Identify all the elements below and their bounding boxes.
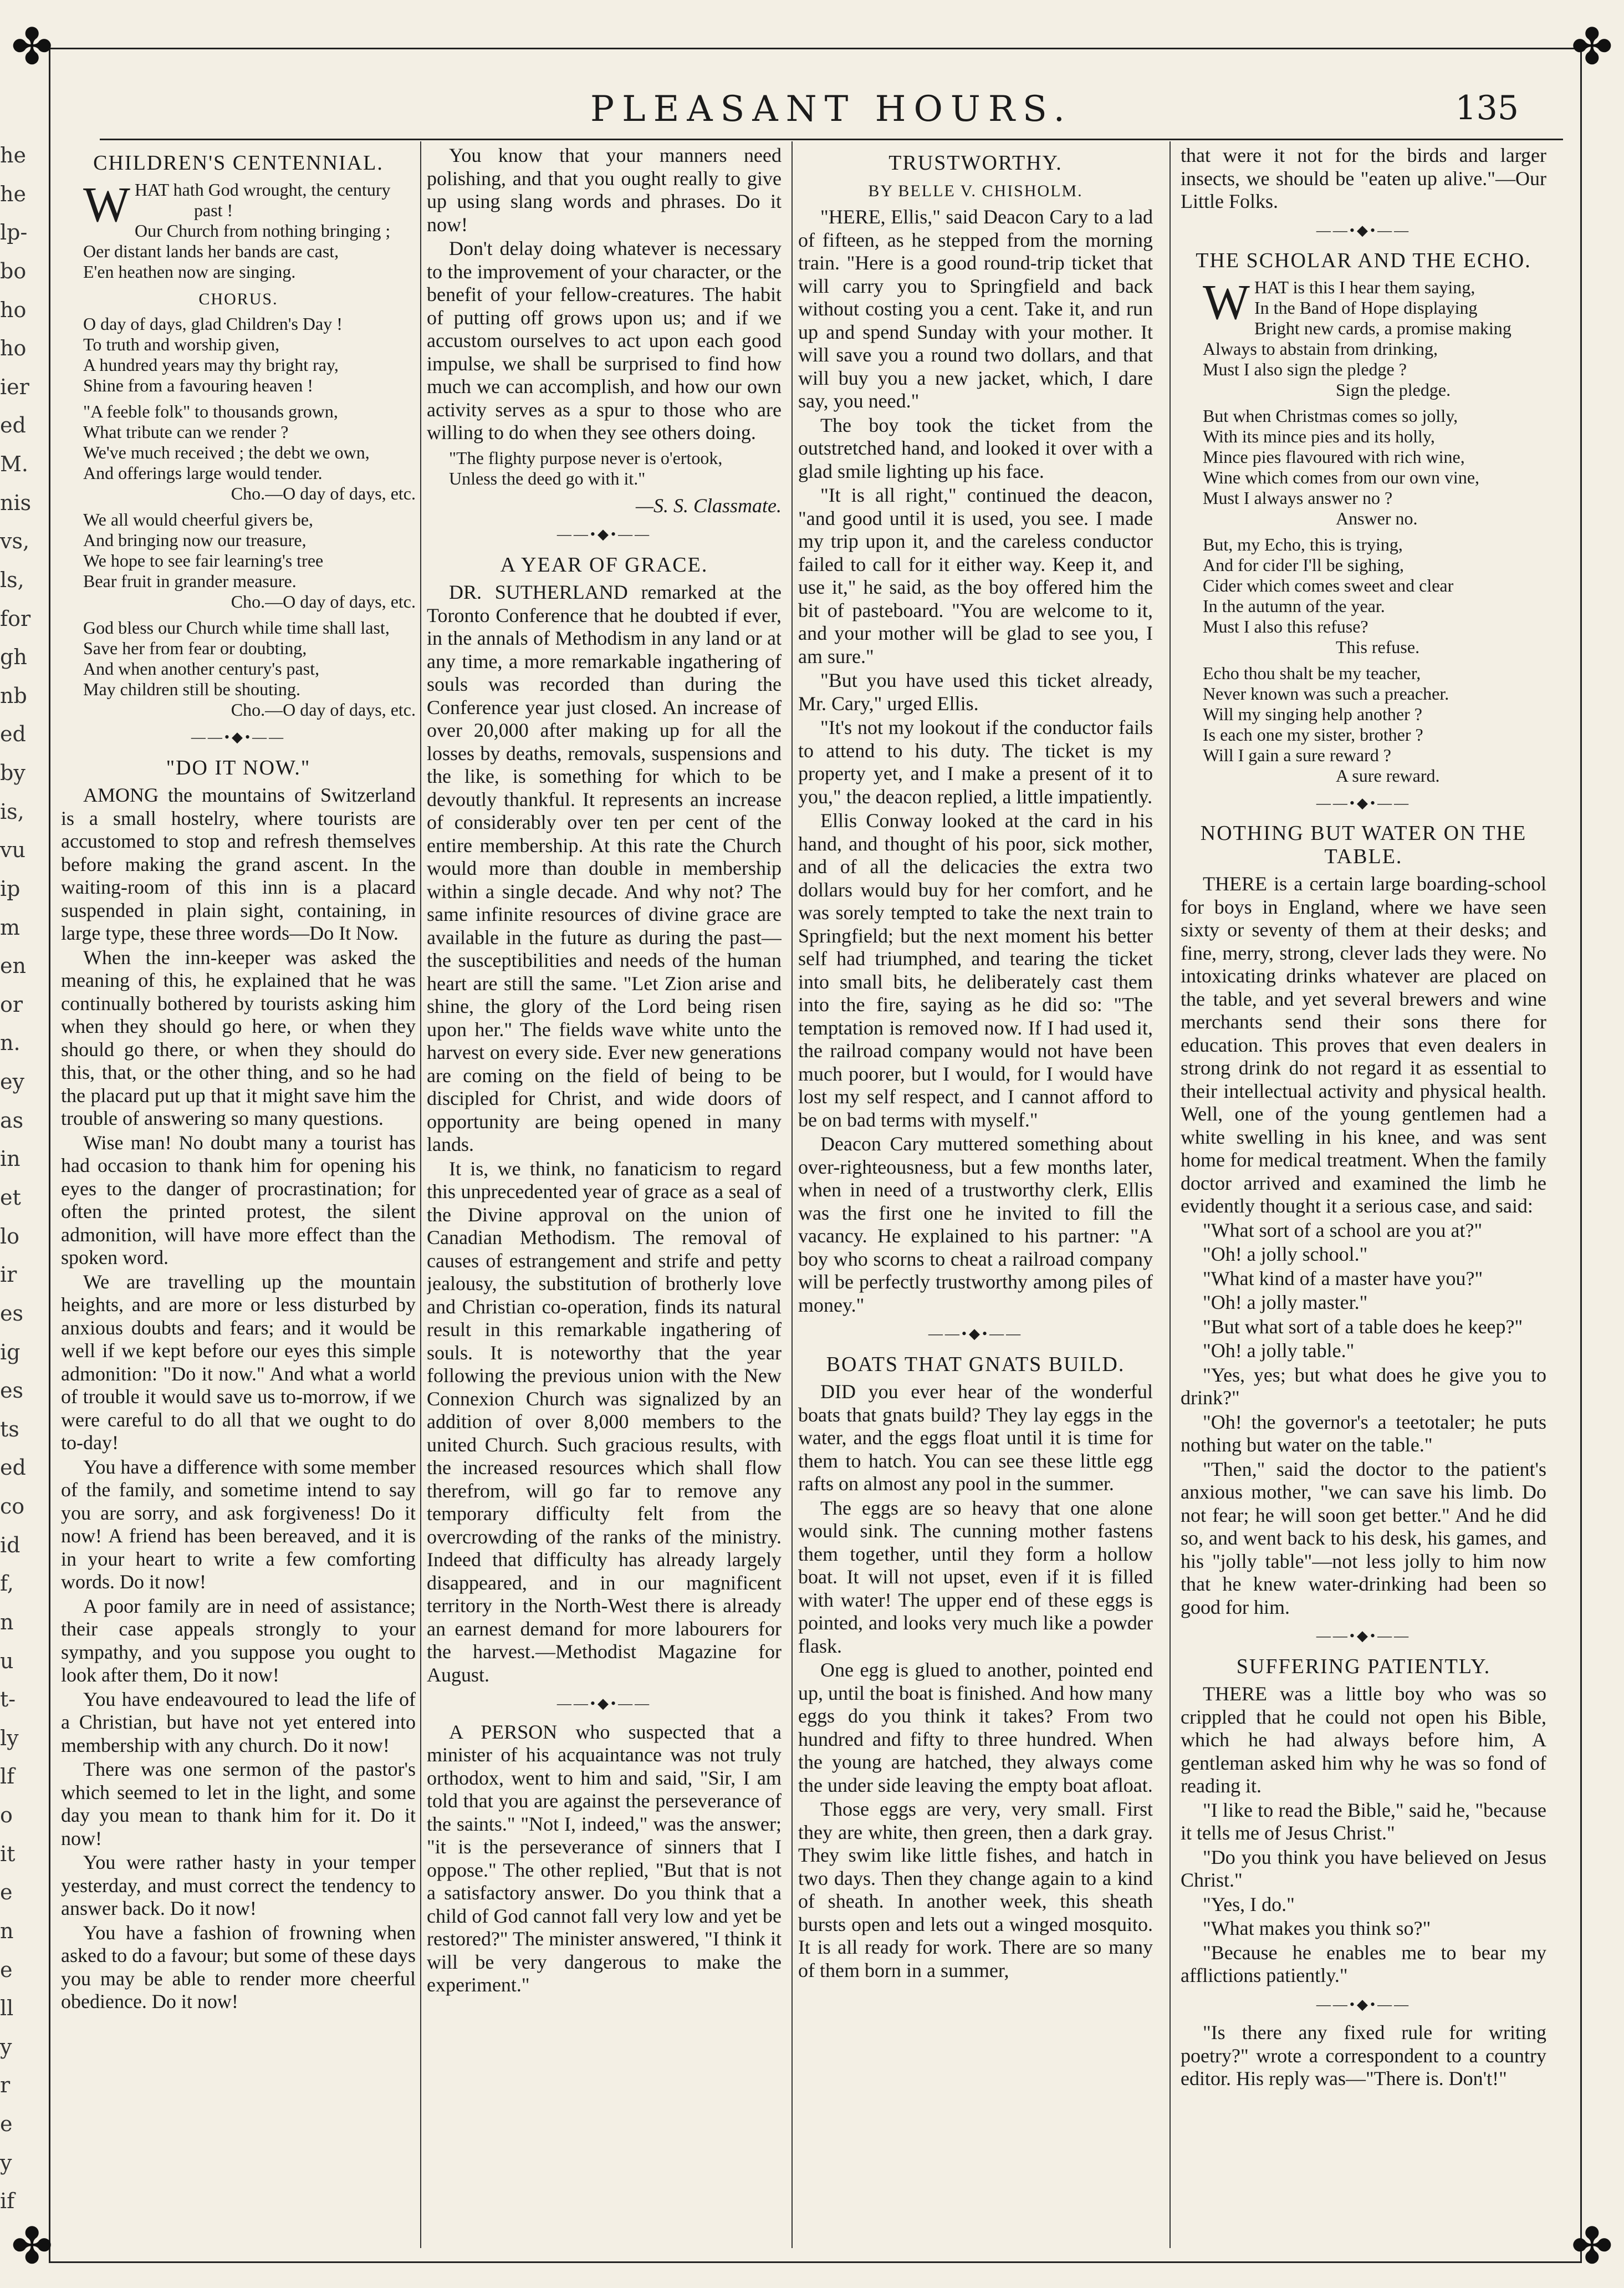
margin-fragment: gh <box>0 645 27 669</box>
paragraph: "Do you think you have believed on Jesus Christ." <box>1181 1846 1546 1891</box>
verse-line: God bless our Church while time shall last, <box>83 618 390 638</box>
verse-line: But, my Echo, this is trying, <box>1203 534 1403 554</box>
quote-line: "The flighty purpose never is o'ertook, <box>449 447 723 468</box>
margin-fragment: ly <box>0 1726 19 1750</box>
verse-line: Sign the pledge. <box>1336 379 1451 400</box>
verse-line: A hundred years may thy bright ray, <box>83 355 339 375</box>
poem-verse <box>83 314 416 396</box>
verse-line: E'en heathen now are singing. <box>83 261 296 282</box>
article-title-year-of-grace: A YEAR OF GRACE. <box>500 553 708 577</box>
paragraph: You know that your manners need polishing, and that you ought really to give up using slang words and phrases. Do it now! <box>427 144 782 236</box>
drop-cap: W <box>83 177 130 232</box>
verse-line: Our Church from nothing bringing ; <box>134 220 391 241</box>
paragraph: THERE is a certain large boarding-school for boys in England, where we have seen sixty or seventy of them at their desks; and fine, merry, strong, clever lads they were. No intoxicating drinks whatever are placed on the table, and yet several brewers and wine merchants send their sons there for education. This proves that even dealers in strong drink do not regard it as essential to their intellectual activity and physical health. Well, one of the young gentlemen had a white swelling in his knee, and was sent home for medical treatment. When the family doctor arrived and examined the limb he evidently thought it a serious case, and said: <box>1181 873 1546 1217</box>
margin-fragment: n <box>0 1610 14 1634</box>
corner-ornament-icon: ✤ <box>11 18 53 76</box>
paragraph: It is, we think, no fanaticism to regard this unprecedented year of grace as a seal of the Divine approval on the union of Canadian Methodism. The removal of causes of estrangement and strife and petty jealousy, the substitution of brotherly love and Christian co-operation, finds its natural result in this remarkable ingathering of souls. It is noteworthy that the year following the previous union with the New Connexion Church was signalized by an addition of over 8,000 members to the united Church. Such gracious results, with the increased resources which shall flow therefrom, will go far to remove any temporary difficulty felt from the overcrowding of the ranks of the ministry. Indeed that difficulty has already largely disappeared, and in our magnificent territory in the North-West there is already an earnest demand for more labourers for the harvest.—Methodist Magazine for August. <box>427 1157 782 1686</box>
margin-fragment: for <box>0 607 31 631</box>
verse-line: Cho.—O day of days, etc. <box>231 483 416 503</box>
margin-fragment: nb <box>0 684 27 708</box>
verse-line: May children still be shouting. <box>83 679 300 699</box>
verse-line: Cider which comes sweet and clear <box>1203 575 1454 595</box>
paragraph: A poor family are in need of assistance; their case appeals strongly to your sympathy, and you suppose you ought to look after them, Do it now! <box>61 1594 416 1686</box>
margin-fragment: ig <box>0 1340 21 1364</box>
section-separator: ——•◆•—— <box>1316 1628 1411 1644</box>
paragraph: "What sort of a school are you at?" <box>1203 1219 1483 1241</box>
column-2 <box>427 144 782 2251</box>
verse-line: Must I also this refuse? <box>1203 616 1368 636</box>
verse-line: Always to abstain from drinking, <box>1203 338 1438 359</box>
section-separator: ——•◆•—— <box>1316 794 1411 811</box>
verse-line: We've much received ; the debt we own, <box>83 442 370 462</box>
column-3 <box>798 144 1153 2251</box>
margin-fragment: es <box>0 1378 23 1403</box>
drop-cap: W <box>1203 274 1250 330</box>
corner-ornament-icon: ✤ <box>1571 18 1613 76</box>
verse-line: past ! <box>194 200 233 220</box>
poem-verse <box>1203 663 1546 786</box>
paragraph: Don't delay doing whatever is necessary to the improvement of your character, or the benefit of your fellow-creatures. The habit of putting off grows upon us; and if we accustom ourselves to act upon each good impulse, we shall be surprised to find how much we can accomplish, and how our own activity serves as a spur to those who are willing to do when they see others doing. <box>427 237 782 444</box>
column-4 <box>1181 144 1546 2251</box>
verse-line: Cho.—O day of days, etc. <box>231 700 416 720</box>
verse-line: But when Christmas comes so jolly, <box>1203 405 1458 426</box>
paragraph: "But you have used this ticket already, Mr. Cary," urged Ellis. <box>798 669 1153 715</box>
margin-fragment: ier <box>0 375 29 399</box>
margin-fragment: ed <box>0 722 26 746</box>
verse-line: And for cider I'll be sighing, <box>1203 554 1405 575</box>
paragraph: You have endeavoured to lead the life of a Christian, but have not yet entered into membership with any church. Do it now! <box>61 1688 416 1756</box>
quotation <box>449 448 782 489</box>
verse-line: Must I always answer no ? <box>1203 487 1393 508</box>
margin-fragment: nis <box>0 491 32 515</box>
verse-line: What tribute can we render ? <box>83 422 289 442</box>
margin-fragment: e <box>0 1958 13 1982</box>
margin-fragment: by <box>0 761 25 785</box>
verse-line: Never known was such a preacher. <box>1203 683 1449 704</box>
page-title: PLEASANT HOURS. <box>590 89 1073 130</box>
margin-fragment: o <box>0 1803 13 1827</box>
margin-fragment: he <box>0 182 26 206</box>
paragraph: The boy took the ticket from the outstretched hand, and looked it over with a glad smile lighting up his face. <box>798 414 1153 482</box>
margin-fragment: e <box>0 2112 13 2136</box>
margin-fragment: as <box>0 1108 24 1133</box>
section-separator: ——•◆•—— <box>191 729 286 745</box>
margin-fragment: ho <box>0 298 27 322</box>
page-header <box>100 83 1563 140</box>
paragraph: You have a difference with some member of the family, and sometime intend to say you are sorry, and ask forgiveness! Do it now! A friend has been bereaved, and it is in your heart to write a few comforting words. Do it now! <box>61 1455 416 1593</box>
margin-fragment: n <box>0 1919 14 1943</box>
margin-fragment: ts <box>0 1417 19 1441</box>
margin-fragment: ip <box>0 877 21 901</box>
verse-line: Echo thou shalt be my teacher, <box>1203 663 1421 683</box>
margin-fragment: ed <box>0 413 26 437</box>
poem-verse <box>83 177 416 282</box>
paragraph: "What makes you think so?" <box>1203 1917 1431 1939</box>
margin-fragment: lo <box>0 1224 20 1249</box>
verse-line: Cho.—O day of days, etc. <box>231 592 416 612</box>
paragraph: Those eggs are very, very small. First they are white, then green, then a dark gray. They swim like little fishes, and hatch in two days. Then they change again to a kind of sheath. In another week, this sheath bursts open and lets out a winged mosquito. It is all ready for work. There are so many of them born in a summer, <box>798 1798 1153 1981</box>
margin-fragment: es <box>0 1301 23 1326</box>
margin-fragment: M. <box>0 452 28 476</box>
section-separator: ——•◆•—— <box>1316 222 1411 238</box>
margin-fragment: lp- <box>0 220 28 244</box>
verse-line: We all would cheerful givers be, <box>83 509 314 529</box>
paragraph: You were rather hasty in your temper yesterday, and must correct the tendency to answer back. Do it now! <box>61 1851 416 1919</box>
paragraph: "I like to read the Bible," said he, "because it tells me of Jesus Christ." <box>1181 1798 1546 1844</box>
verse-line: Shine from a favouring heaven ! <box>83 375 313 395</box>
margin-fragment: y <box>0 2035 12 2059</box>
section-separator: ——•◆•—— <box>928 1326 1023 1342</box>
paragraph: You have a fashion of frowning when asked to do a favour; but some of these days you may be able to render more cheerful obedience. Do it now! <box>61 1921 416 2012</box>
paragraph: "What kind of a master have you?" <box>1203 1267 1483 1290</box>
column-divider <box>1170 141 1171 2248</box>
paragraph: "Oh! a jolly school." <box>1203 1243 1368 1265</box>
margin-fragment: in <box>0 1146 21 1171</box>
page-number: 135 <box>1455 89 1519 128</box>
margin-fragment: vu <box>0 838 25 862</box>
chorus-label: CHORUS. <box>198 289 278 308</box>
margin-fragment: m <box>0 915 21 940</box>
article-title-boats-gnats: BOATS THAT GNATS BUILD. <box>826 1352 1125 1376</box>
paragraph: "But what sort of a table does he keep?" <box>1203 1315 1523 1338</box>
margin-fragment: is, <box>0 799 24 824</box>
margin-fragment: ir <box>0 1262 17 1287</box>
verse-line: Bright new cards, a promise making <box>1254 318 1511 338</box>
margin-fragment: bo <box>0 259 27 283</box>
article-title-nothing-but-water: NOTHING BUT WATER ON THE TABLE. <box>1200 822 1527 868</box>
paragraph: There was one sermon of the pastor's which seemed to let in the light, and some day you mean to thank him for it. Do it now! <box>61 1758 416 1849</box>
verse-line: Is each one my sister, brother ? <box>1203 724 1423 745</box>
column-divider <box>791 141 793 2248</box>
paragraph: One egg is glued to another, pointed end up, until the boat is finished. And how many eggs do you think it takes? From two hundred and fifty to three hundred. When the young are hatched, they always come the under side leaving the empty boat afloat. <box>798 1659 1153 1796</box>
paragraph: "It is all right," continued the deacon, "and good until it is used, you see. I made my trip upon it, and the careless conductor failed to call for it either way. Keep it, and use it," he said, as the boy offered him the bit of pasteboard. "You are welcome to it, and your mother will be glad to see you, I am sure." <box>798 484 1153 667</box>
verse-line: O day of days, glad Children's Day ! <box>83 314 343 334</box>
paragraph: We are travelling up the mountain heights, and are more or less disturbed by anxious doubts and fears; and it would be well if we kept before our eyes this simple admonition: "Do it now." And what a world of trouble it would save us to-morrow, if we were careful to do all that we ought to do to-day! <box>61 1270 416 1454</box>
poem-verse <box>1203 274 1546 400</box>
column-divider <box>420 141 421 2248</box>
section-separator: ——•◆•—— <box>556 1695 652 1711</box>
paragraph: DR. SUTHERLAND remarked at the Toronto Conference that he doubted if ever, in the annals of Methodism in any land or at any time, a more remarkable ingathering of souls was recorded than during the Conference year just closed. An increase of over 20,000 after making up for all the losses by deaths, removals, suspensions and the like, is something for which to be devoutly thankful. It represents an increase of considerably over ten per cent of the entire membership. At this rate the Church would more than double in membership within a single decade. And why not? The same infinite resources of divine grace are available in the future as during the past—the susceptibilities and needs of the human heart are still the same. "Let Zion arise and shine, the glory of the Lord being risen upon her." The fields wave white unto the harvest on every side. Ever new generations are coming on the field of being to be discipled for Christ, and wide doors of opportunity are being opened in many lands. <box>427 581 782 1155</box>
paragraph: "Oh! a jolly table." <box>1203 1339 1355 1362</box>
poem-verse <box>83 509 416 612</box>
byline: BY BELLE V. CHISHOLM. <box>868 181 1083 200</box>
margin-fragment: ed <box>0 1455 26 1480</box>
margin-fragment: if <box>0 2189 15 2213</box>
margin-fragment: et <box>0 1185 21 1210</box>
corner-ornament-icon: ✤ <box>11 2217 53 2275</box>
paragraph: "Then," said the doctor to the patient's anxious mother, "we can save his limb. Do not fear; he will soon get better." And he did so, and went back to his desk, his games, and his "jolly table"—not less jolly to him now that he knew water-drinking had been so good for him. <box>1181 1458 1546 1618</box>
article-title-trustworthy: TRUSTWORTHY. <box>888 151 1063 175</box>
margin-fragment: id <box>0 1533 21 1557</box>
paragraph: "Because he enables me to bear my afflictions patiently." <box>1181 1941 1546 1986</box>
paragraph: "Is there any fixed rule for writing poetry?" wrote a correspondent to a country editor. His reply was—"There is. Don't!" <box>1181 2021 1546 2090</box>
margin-fragment: ls, <box>0 568 24 592</box>
paragraph: The eggs are so heavy that one alone would sink. The cunning mother fastens them together, until they form a hollow boat. It will not upset, even if it is filled with water! The upper end of these eggs is pointed, and looks very much like a powder flask. <box>798 1496 1153 1657</box>
verse-line: In the Band of Hope displaying <box>1254 297 1478 318</box>
margin-fragment: ll <box>0 1996 14 2020</box>
paragraph: that were it not for the birds and larger insects, we should be "eaten up alive."—Our Little Folks. <box>1181 144 1546 212</box>
paragraph: A PERSON who suspected that a minister of his acquaintance was not truly orthodox, went to him and said, "Sir, I am told that you are against the perseverance of the saints." "Not I, indeed," was the answer; "it is the perseverance of sinners that I oppose." The other replied, "But that is not a satisfactory answer. Do you think that a child of God cannot fall very low and yet be restored?" The minister answered, "I think it will be very dangerous to make the experiment." <box>427 1720 782 1996</box>
margin-fragment: or <box>0 992 23 1017</box>
poem-verse <box>1203 534 1546 658</box>
verse-line: Answer no. <box>1336 508 1418 528</box>
margin-fragment: u <box>0 1649 14 1673</box>
verse-line: "A feeble folk" to thousands grown, <box>83 401 338 421</box>
column-1 <box>61 144 416 2251</box>
margin-fragment: ho <box>0 336 27 360</box>
paragraph: DID you ever hear of the wonderful boats that gnats build? They lay eggs in the water, and the eggs float until it is time for them to hatch. You can see these little egg rafts on almost any pool in the summer. <box>798 1380 1153 1495</box>
adjacent-page-margin <box>0 144 39 2229</box>
margin-fragment: vs, <box>0 529 30 553</box>
article-title-do-it-now: "DO IT NOW." <box>166 756 311 779</box>
verse-line: Will I gain a sure reward ? <box>1203 745 1391 765</box>
paragraph: Ellis Conway looked at the card in his hand, and thought of his poor, sick mother, and of all the delicacies the extra two dollars would buy for her comfort, and he was sorely tempted to take the next train to Springfield; but the next moment his better self had triumphed, and tearing the ticket into small bits, he deliberately cast them into the fire, saying as he did so: "The temptation is removed now. If I had used it, the railroad company would not have been much poorer, but I would, for I would have lost my self respect, and I cannot afford to be on bad terms with myself." <box>798 809 1153 1131</box>
margin-fragment: it <box>0 1842 16 1866</box>
attribution: —S. S. Classmate. <box>635 494 782 517</box>
verse-line: This refuse. <box>1336 636 1420 657</box>
paragraph: "Yes, yes; but what does he give you to drink?" <box>1181 1363 1546 1409</box>
verse-line: HAT is this I hear them saying, <box>1254 277 1475 297</box>
verse-line: To truth and worship given, <box>83 334 280 354</box>
margin-fragment: he <box>0 144 26 167</box>
margin-fragment: y <box>0 2151 12 2175</box>
corner-ornament-icon: ✤ <box>1571 2217 1613 2275</box>
poem-verse <box>83 618 416 720</box>
verse-line: Bear fruit in grander measure. <box>83 571 297 591</box>
poem-verse <box>83 401 416 504</box>
paragraph: "Oh! the governor's a teetotaler; he puts nothing but water on the table." <box>1181 1410 1546 1456</box>
paragraph: "Oh! a jolly master." <box>1203 1291 1368 1313</box>
verse-line: With its mince pies and its holly, <box>1203 426 1435 446</box>
paragraph: Deacon Cary muttered something about over-righteousness, but a few months later, when in need of a trustworthy clerk, Ellis was the first one he invited to fill the vacancy. He explained to his partner: "A boy who scorns to cheat a railroad company will be perfectly trustworthy among piles of money." <box>798 1133 1153 1316</box>
verse-line: A sure reward. <box>1336 765 1440 786</box>
margin-fragment: t- <box>0 1687 16 1711</box>
verse-line: And when another century's past, <box>83 659 320 679</box>
verse-line: Wine which comes from our own vine, <box>1203 467 1480 487</box>
paragraph: THERE was a little boy who was so crippled that he could not open his Bible, which he had always before him, A gentleman asked him why he was so fond of reading it. <box>1181 1683 1546 1797</box>
verse-line: Must I also sign the pledge ? <box>1203 359 1407 379</box>
poem-verse <box>1203 406 1546 529</box>
verse-line: Oer distant lands her bands are cast, <box>83 241 339 261</box>
quote-line: Unless the deed go with it." <box>449 468 646 488</box>
verse-line: Mince pies flavoured with rich wine, <box>1203 446 1465 467</box>
margin-fragment: e <box>0 1880 13 1904</box>
section-separator: ——•◆•—— <box>556 526 652 542</box>
margin-fragment: co <box>0 1494 25 1518</box>
verse-line: And bringing now our treasure, <box>83 530 307 550</box>
paragraph: AMONG the mountains of Switzerland is a small hostelry, where tourists are accustomed to stop and refresh themselves before making the grand ascent. In the waiting-room of this inn is a placard suspended in plain sight, containing, in large type, these three words—Do It Now. <box>61 784 416 944</box>
article-title-suffering-patiently: SUFFERING PATIENTLY. <box>1236 1654 1491 1678</box>
paragraph: When the inn-keeper was asked the meaning of this, he explained that he was continually bothered by tourists asking him when they should go here, or when they should go there, or when they should do this, that, or the other thing, and so he had the placard put up that it might save him the trouble of answering so many questions. <box>61 946 416 1129</box>
verse-line: And offerings large would tender. <box>83 463 323 483</box>
margin-fragment: en <box>0 954 26 978</box>
verse-line: In the autumn of the year. <box>1203 595 1385 616</box>
article-title-scholar-echo: THE SCHOLAR AND THE ECHO. <box>1196 249 1531 272</box>
verse-line: Save her from fear or doubting, <box>83 638 307 658</box>
margin-fragment: n. <box>0 1031 21 1055</box>
paragraph: "HERE, Ellis," said Deacon Cary to a lad of fifteen, as he stepped from the morning train. "Here is a good round-trip ticket that will carry you to Springfield and back without costing you a cent. Take it, and run up and spend Sunday with your mother. It will save you a round two dollars, and that will buy you a new jacket, which, I dare say, you need." <box>798 206 1153 412</box>
verse-line: Will my singing help another ? <box>1203 704 1422 724</box>
paragraph: "Yes, I do." <box>1203 1893 1295 1915</box>
margin-fragment: lf <box>0 1764 15 1788</box>
paragraph: Wise man! No doubt many a tourist has had occasion to thank him for opening his eyes to the danger of procrastination; for often the printed protest, the silent admonition, will have more effect than the spoken word. <box>61 1131 416 1268</box>
margin-fragment: f, <box>0 1571 14 1596</box>
section-separator: ——•◆•—— <box>1316 1996 1411 2012</box>
article-title-childrens-centennial: CHILDREN'S CENTENNIAL. <box>93 151 384 175</box>
margin-fragment: ey <box>0 1069 24 1094</box>
margin-fragment: r <box>0 2073 11 2097</box>
verse-line: We hope to see fair learning's tree <box>83 551 324 570</box>
verse-line: HAT hath God wrought, the century <box>134 179 391 200</box>
paragraph: "It's not my lookout if the conductor fails to attend to his duty. The ticket is my property yet, and I make a present of it to you," the deacon replied, a little impatiently. <box>798 716 1153 808</box>
